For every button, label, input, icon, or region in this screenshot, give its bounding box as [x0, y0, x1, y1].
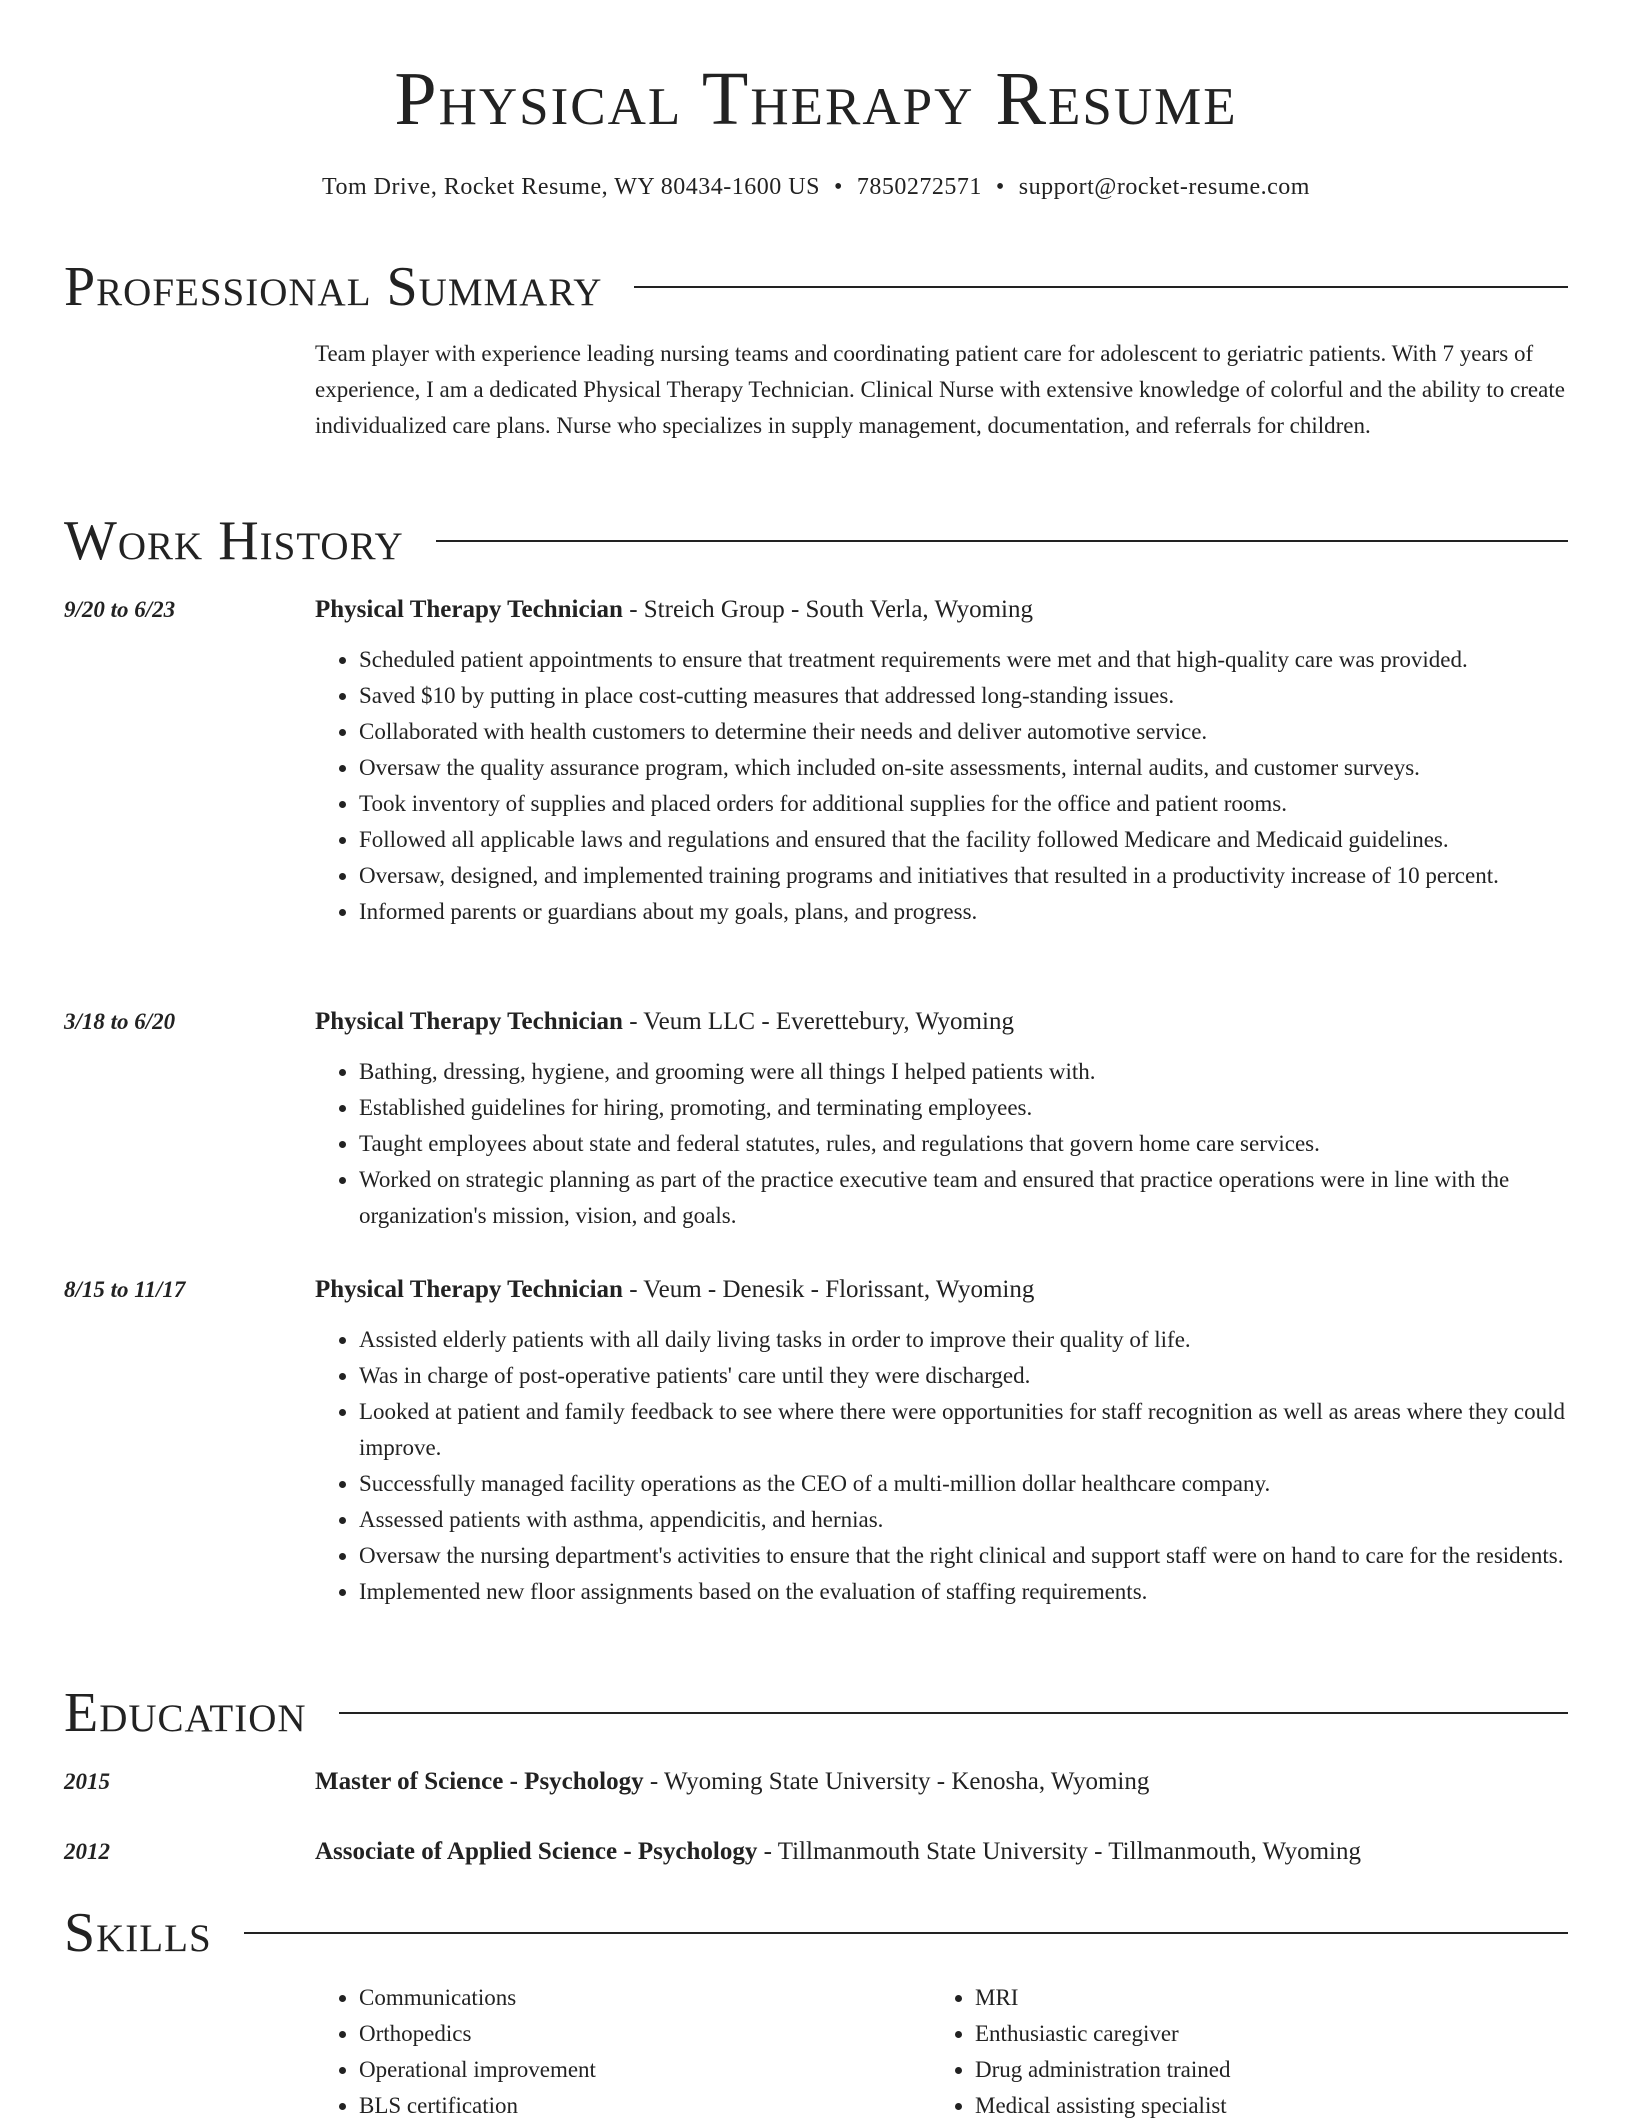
list-item: • Oversaw the quality assurance program, which included on-site assessments, internal audits, and customer surveys.	[359, 750, 1568, 786]
education-year: 2015	[64, 1769, 110, 1794]
work-role: Physical Therapy Technician	[315, 1276, 623, 1303]
work-bullets	[315, 1322, 1568, 1610]
list-item: • Took inventory of supplies and placed orders for additional supplies for the office and patient rooms.	[359, 786, 1568, 822]
skill-item: • Enthusiastic caregiver	[975, 2016, 1547, 2052]
section-title-summary: Professional Summary	[64, 256, 603, 318]
list-item: • Established guidelines for hiring, promoting, and terminating employees.	[359, 1090, 1568, 1126]
list-item: • Collaborated with health customers to determine their needs and deliver automotive service.	[359, 714, 1568, 750]
section-header-skills	[64, 1898, 1568, 1968]
section-divider	[634, 286, 1568, 288]
list-item: • Scheduled patient appointments to ensure that treatment requirements were met and that high-quality care was provided.	[359, 642, 1568, 678]
work-entry	[64, 592, 1568, 930]
education-heading	[315, 1834, 1568, 1870]
section-title-skills: Skills	[64, 1902, 212, 1964]
skill-item: • Orthopedics	[359, 2016, 931, 2052]
work-employer: - Veum LLC - Everettebury, Wyoming	[622, 1008, 1014, 1035]
skill-item: • Drug administration trained	[975, 2052, 1547, 2088]
section-header-education	[64, 1678, 1568, 1748]
list-item: • Oversaw, designed, and implemented training programs and initiatives that resulted in a productivity increase of 10 percent.	[359, 858, 1568, 894]
list-item: • Bathing, dressing, hygiene, and grooming were all things I helped patients with.	[359, 1054, 1568, 1090]
contact-line	[0, 174, 1632, 201]
education-school: - Tillmanmouth State University - Tillmanmouth, Wyoming	[757, 1838, 1361, 1865]
work-employer: - Streich Group - South Verla, Wyoming	[622, 596, 1033, 623]
skills-column-left	[315, 1980, 931, 2124]
work-dates: 3/18 to 6/20	[64, 1009, 176, 1034]
skills-column-right	[931, 1980, 1547, 2124]
education-heading	[315, 1764, 1568, 1800]
section-divider	[339, 1712, 1568, 1714]
section-divider	[436, 540, 1568, 542]
skill-item: • Communications	[359, 1980, 931, 2016]
skill-item: • BLS certification	[359, 2088, 931, 2124]
education-year: 2012	[64, 1839, 110, 1864]
education-degree: Associate of Applied Science - Psychology	[315, 1838, 758, 1865]
bullet-separator: •	[995, 174, 1005, 200]
list-item: • Oversaw the nursing department's activities to ensure that the right clinical and support staff were on hand to care for the residents.	[359, 1538, 1568, 1574]
work-heading	[315, 1004, 1568, 1040]
education-school: - Wyoming State University - Kenosha, Wyoming	[643, 1768, 1150, 1795]
list-item: • Saved $10 by putting in place cost-cutting measures that addressed long-standing issues.	[359, 678, 1568, 714]
work-entry	[64, 1272, 1568, 1610]
summary-text: Team player with experience leading nursing teams and coordinating patient care for adolescent to geriatric patients. With 7 years of experience, I am a dedicated Physical Therapy Technician. Clinical Nurse with extensive knowledge of colorful and the ability to create individualized care plans. Nurse who specializes in supply management, documentation, and referrals for children.	[315, 341, 1565, 438]
work-role: Physical Therapy Technician	[315, 596, 623, 623]
work-dates: 9/20 to 6/23	[64, 597, 176, 622]
list-item: • Looked at patient and family feedback to see where there were opportunities for staff recognition as well as areas where they could improve.	[359, 1394, 1568, 1466]
list-item: • Implemented new floor assignments based on the evaluation of staffing requirements.	[359, 1574, 1568, 1610]
education-degree: Master of Science - Psychology	[315, 1768, 644, 1795]
skills-list	[315, 1980, 1568, 2124]
section-header-work	[64, 506, 1568, 576]
contact-phone: 7850272571	[856, 174, 982, 200]
work-bullets	[315, 1054, 1568, 1234]
skill-item: • Operational improvement	[359, 2052, 931, 2088]
section-title-work: Work History	[64, 510, 404, 572]
work-bullets	[315, 642, 1568, 930]
education-entry	[64, 1764, 1568, 1800]
list-item: • Successfully managed facility operations as the CEO of a multi-million dollar healthcare company.	[359, 1466, 1568, 1502]
list-item: • Worked on strategic planning as part of the practice executive team and ensured that practice operations were in line with the organization's mission, vision, and goals.	[359, 1162, 1568, 1234]
skill-item: • Medical assisting specialist	[975, 2088, 1547, 2124]
work-dates: 8/15 to 11/17	[64, 1277, 186, 1302]
list-item: • Followed all applicable laws and regulations and ensured that the facility followed Medicare and Medicaid guidelines.	[359, 822, 1568, 858]
work-employer: - Veum - Denesik - Florissant, Wyoming	[622, 1276, 1035, 1303]
resume-title: Physical Therapy Resume	[394, 57, 1238, 141]
bullet-separator: •	[833, 174, 843, 200]
section-title-education: Education	[64, 1682, 307, 1744]
work-heading	[315, 1272, 1568, 1308]
list-item: • Assessed patients with asthma, appendicitis, and hernias.	[359, 1502, 1568, 1538]
work-heading	[315, 592, 1568, 628]
work-entry	[64, 1004, 1568, 1234]
list-item: • Informed parents or guardians about my goals, plans, and progress.	[359, 894, 1568, 930]
contact-address: Tom Drive, Rocket Resume, WY 80434-1600 US	[322, 174, 820, 200]
list-item: • Taught employees about state and federal statutes, rules, and regulations that govern home care services.	[359, 1126, 1568, 1162]
skill-item: • MRI	[975, 1980, 1547, 2016]
section-divider	[244, 1932, 1568, 1934]
list-item: • Was in charge of post-operative patients' care until they were discharged.	[359, 1358, 1568, 1394]
section-header-summary	[64, 252, 1568, 322]
work-role: Physical Therapy Technician	[315, 1008, 623, 1035]
education-entry	[64, 1834, 1568, 1870]
contact-email: support@rocket-resume.com	[1018, 174, 1310, 200]
list-item: • Assisted elderly patients with all daily living tasks in order to improve their quality of life.	[359, 1322, 1568, 1358]
